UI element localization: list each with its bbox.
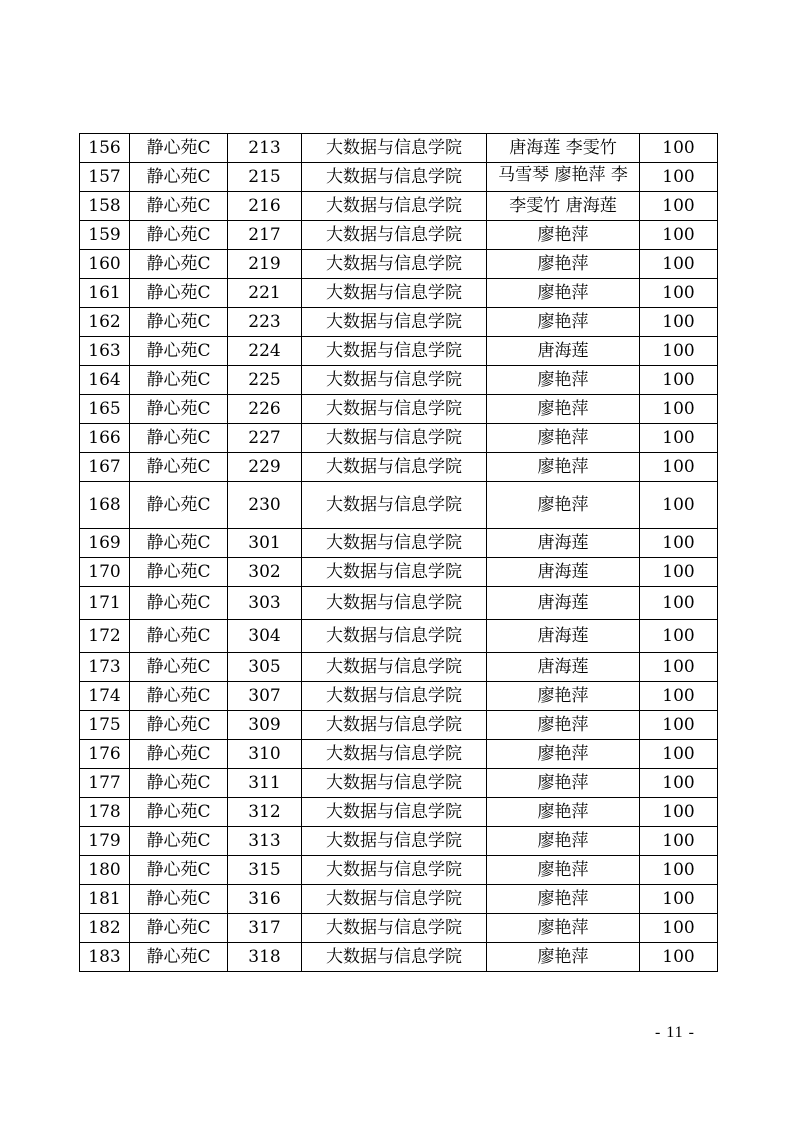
college-name: 大数据与信息学院 bbox=[302, 914, 487, 943]
table-row bbox=[80, 134, 718, 163]
staff-names: 李雯竹 唐海莲 bbox=[487, 192, 640, 221]
building-name: 静心苑C bbox=[130, 279, 228, 308]
building-name: 静心苑C bbox=[130, 653, 228, 682]
room-number: 219 bbox=[228, 250, 302, 279]
building-name: 静心苑C bbox=[130, 827, 228, 856]
staff-names: 唐海莲 bbox=[487, 587, 640, 620]
staff-names: 唐海莲 bbox=[487, 337, 640, 366]
row-number: 170 bbox=[80, 558, 130, 587]
room-number: 223 bbox=[228, 308, 302, 337]
row-number: 160 bbox=[80, 250, 130, 279]
table-row bbox=[80, 337, 718, 366]
table-row bbox=[80, 827, 718, 856]
building-name: 静心苑C bbox=[130, 711, 228, 740]
college-name: 大数据与信息学院 bbox=[302, 885, 487, 914]
row-number: 166 bbox=[80, 424, 130, 453]
score: 100 bbox=[640, 769, 718, 798]
score: 100 bbox=[640, 221, 718, 250]
room-number: 225 bbox=[228, 366, 302, 395]
row-number: 171 bbox=[80, 587, 130, 620]
building-name: 静心苑C bbox=[130, 366, 228, 395]
building-name: 静心苑C bbox=[130, 529, 228, 558]
college-name: 大数据与信息学院 bbox=[302, 250, 487, 279]
score: 100 bbox=[640, 740, 718, 769]
college-name: 大数据与信息学院 bbox=[302, 134, 487, 163]
staff-names: 唐海莲 bbox=[487, 653, 640, 682]
row-number: 159 bbox=[80, 221, 130, 250]
staff-names: 廖艳萍 bbox=[487, 798, 640, 827]
building-name: 静心苑C bbox=[130, 308, 228, 337]
row-number: 163 bbox=[80, 337, 130, 366]
row-number: 168 bbox=[80, 482, 130, 529]
college-name: 大数据与信息学院 bbox=[302, 558, 487, 587]
score: 100 bbox=[640, 279, 718, 308]
college-name: 大数据与信息学院 bbox=[302, 529, 487, 558]
row-number: 175 bbox=[80, 711, 130, 740]
score: 100 bbox=[640, 482, 718, 529]
score: 100 bbox=[640, 337, 718, 366]
building-name: 静心苑C bbox=[130, 587, 228, 620]
score: 100 bbox=[640, 914, 718, 943]
row-number: 181 bbox=[80, 885, 130, 914]
building-name: 静心苑C bbox=[130, 134, 228, 163]
college-name: 大数据与信息学院 bbox=[302, 308, 487, 337]
room-number: 311 bbox=[228, 769, 302, 798]
table-row bbox=[80, 943, 718, 972]
college-name: 大数据与信息学院 bbox=[302, 482, 487, 529]
staff-names: 廖艳萍 bbox=[487, 308, 640, 337]
table-row bbox=[80, 769, 718, 798]
room-number: 229 bbox=[228, 453, 302, 482]
room-number: 221 bbox=[228, 279, 302, 308]
row-number: 176 bbox=[80, 740, 130, 769]
building-name: 静心苑C bbox=[130, 914, 228, 943]
staff-names: 廖艳萍 bbox=[487, 682, 640, 711]
table-row bbox=[80, 856, 718, 885]
room-number: 302 bbox=[228, 558, 302, 587]
building-name: 静心苑C bbox=[130, 453, 228, 482]
room-number: 301 bbox=[228, 529, 302, 558]
room-number: 316 bbox=[228, 885, 302, 914]
staff-names: 廖艳萍 bbox=[487, 482, 640, 529]
page-number: - 11 - bbox=[654, 1024, 695, 1041]
score: 100 bbox=[640, 163, 718, 192]
row-number: 179 bbox=[80, 827, 130, 856]
table-row bbox=[80, 221, 718, 250]
table-row bbox=[80, 798, 718, 827]
row-number: 157 bbox=[80, 163, 130, 192]
row-number: 161 bbox=[80, 279, 130, 308]
staff-names: 廖艳萍 bbox=[487, 914, 640, 943]
room-number: 224 bbox=[228, 337, 302, 366]
building-name: 静心苑C bbox=[130, 337, 228, 366]
staff-names: 廖艳萍 bbox=[487, 740, 640, 769]
score: 100 bbox=[640, 885, 718, 914]
staff-names: 廖艳萍 bbox=[487, 885, 640, 914]
table-row bbox=[80, 163, 718, 192]
room-number: 304 bbox=[228, 620, 302, 653]
score: 100 bbox=[640, 424, 718, 453]
staff-names: 廖艳萍 bbox=[487, 711, 640, 740]
score: 100 bbox=[640, 711, 718, 740]
building-name: 静心苑C bbox=[130, 558, 228, 587]
score: 100 bbox=[640, 558, 718, 587]
room-number: 227 bbox=[228, 424, 302, 453]
staff-names: 唐海莲 bbox=[487, 558, 640, 587]
table-row bbox=[80, 366, 718, 395]
college-name: 大数据与信息学院 bbox=[302, 395, 487, 424]
score: 100 bbox=[640, 682, 718, 711]
college-name: 大数据与信息学院 bbox=[302, 424, 487, 453]
table-row bbox=[80, 453, 718, 482]
college-name: 大数据与信息学院 bbox=[302, 453, 487, 482]
row-number: 165 bbox=[80, 395, 130, 424]
score: 100 bbox=[640, 134, 718, 163]
college-name: 大数据与信息学院 bbox=[302, 192, 487, 221]
row-number: 183 bbox=[80, 943, 130, 972]
table-row bbox=[80, 740, 718, 769]
row-number: 164 bbox=[80, 366, 130, 395]
staff-names: 唐海莲 bbox=[487, 620, 640, 653]
building-name: 静心苑C bbox=[130, 943, 228, 972]
building-name: 静心苑C bbox=[130, 192, 228, 221]
row-number: 162 bbox=[80, 308, 130, 337]
building-name: 静心苑C bbox=[130, 798, 228, 827]
table-row bbox=[80, 250, 718, 279]
score: 100 bbox=[640, 856, 718, 885]
college-name: 大数据与信息学院 bbox=[302, 337, 487, 366]
staff-names: 廖艳萍 bbox=[487, 366, 640, 395]
staff-names: 廖艳萍 bbox=[487, 453, 640, 482]
table-row bbox=[80, 279, 718, 308]
row-number: 178 bbox=[80, 798, 130, 827]
score: 100 bbox=[640, 587, 718, 620]
building-name: 静心苑C bbox=[130, 482, 228, 529]
score: 100 bbox=[640, 395, 718, 424]
room-number: 318 bbox=[228, 943, 302, 972]
row-number: 173 bbox=[80, 653, 130, 682]
room-number: 230 bbox=[228, 482, 302, 529]
dormitory-score-table bbox=[79, 133, 718, 972]
building-name: 静心苑C bbox=[130, 250, 228, 279]
score: 100 bbox=[640, 529, 718, 558]
row-number: 158 bbox=[80, 192, 130, 221]
college-name: 大数据与信息学院 bbox=[302, 798, 487, 827]
building-name: 静心苑C bbox=[130, 395, 228, 424]
row-number: 174 bbox=[80, 682, 130, 711]
score: 100 bbox=[640, 620, 718, 653]
table-row bbox=[80, 308, 718, 337]
score: 100 bbox=[640, 827, 718, 856]
staff-names: 唐海莲 李雯竹 bbox=[487, 134, 640, 163]
college-name: 大数据与信息学院 bbox=[302, 221, 487, 250]
staff-names: 廖艳萍 bbox=[487, 424, 640, 453]
staff-names: 马雪琴 廖艳萍 李 bbox=[498, 165, 628, 185]
row-number: 180 bbox=[80, 856, 130, 885]
room-number: 309 bbox=[228, 711, 302, 740]
college-name: 大数据与信息学院 bbox=[302, 366, 487, 395]
staff-names: 廖艳萍 bbox=[487, 769, 640, 798]
row-number: 156 bbox=[80, 134, 130, 163]
college-name: 大数据与信息学院 bbox=[302, 711, 487, 740]
staff-names: 廖艳萍 bbox=[487, 827, 640, 856]
room-number: 312 bbox=[228, 798, 302, 827]
table-row bbox=[80, 558, 718, 587]
room-number: 217 bbox=[228, 221, 302, 250]
table-row bbox=[80, 914, 718, 943]
score: 100 bbox=[640, 192, 718, 221]
building-name: 静心苑C bbox=[130, 163, 228, 192]
college-name: 大数据与信息学院 bbox=[302, 769, 487, 798]
table-row bbox=[80, 587, 718, 620]
college-name: 大数据与信息学院 bbox=[302, 620, 487, 653]
building-name: 静心苑C bbox=[130, 620, 228, 653]
building-name: 静心苑C bbox=[130, 740, 228, 769]
table-row bbox=[80, 711, 718, 740]
room-number: 315 bbox=[228, 856, 302, 885]
staff-names: 廖艳萍 bbox=[487, 395, 640, 424]
staff-names: 廖艳萍 bbox=[487, 943, 640, 972]
score: 100 bbox=[640, 943, 718, 972]
college-name: 大数据与信息学院 bbox=[302, 943, 487, 972]
college-name: 大数据与信息学院 bbox=[302, 740, 487, 769]
score: 100 bbox=[640, 308, 718, 337]
staff-names: 廖艳萍 bbox=[487, 250, 640, 279]
building-name: 静心苑C bbox=[130, 221, 228, 250]
table-row bbox=[80, 620, 718, 653]
college-name: 大数据与信息学院 bbox=[302, 279, 487, 308]
table-row bbox=[80, 682, 718, 711]
score: 100 bbox=[640, 366, 718, 395]
table-row bbox=[80, 424, 718, 453]
table-row bbox=[80, 395, 718, 424]
staff-names: 廖艳萍 bbox=[487, 856, 640, 885]
college-name: 大数据与信息学院 bbox=[302, 587, 487, 620]
college-name: 大数据与信息学院 bbox=[302, 827, 487, 856]
building-name: 静心苑C bbox=[130, 682, 228, 711]
building-name: 静心苑C bbox=[130, 885, 228, 914]
college-name: 大数据与信息学院 bbox=[302, 653, 487, 682]
row-number: 169 bbox=[80, 529, 130, 558]
room-number: 317 bbox=[228, 914, 302, 943]
room-number: 310 bbox=[228, 740, 302, 769]
score: 100 bbox=[640, 653, 718, 682]
room-number: 215 bbox=[228, 163, 302, 192]
room-number: 313 bbox=[228, 827, 302, 856]
room-number: 213 bbox=[228, 134, 302, 163]
table-row bbox=[80, 192, 718, 221]
table-row bbox=[80, 653, 718, 682]
college-name: 大数据与信息学院 bbox=[302, 163, 487, 192]
building-name: 静心苑C bbox=[130, 769, 228, 798]
staff-names: 唐海莲 bbox=[487, 529, 640, 558]
building-name: 静心苑C bbox=[130, 424, 228, 453]
score: 100 bbox=[640, 453, 718, 482]
room-number: 303 bbox=[228, 587, 302, 620]
row-number: 167 bbox=[80, 453, 130, 482]
staff-names: 廖艳萍 bbox=[487, 279, 640, 308]
row-number: 172 bbox=[80, 620, 130, 653]
score: 100 bbox=[640, 798, 718, 827]
building-name: 静心苑C bbox=[130, 856, 228, 885]
table-row bbox=[80, 885, 718, 914]
college-name: 大数据与信息学院 bbox=[302, 856, 487, 885]
college-name: 大数据与信息学院 bbox=[302, 682, 487, 711]
staff-names: 廖艳萍 bbox=[487, 221, 640, 250]
room-number: 216 bbox=[228, 192, 302, 221]
row-number: 182 bbox=[80, 914, 130, 943]
table-body bbox=[80, 134, 718, 972]
room-number: 307 bbox=[228, 682, 302, 711]
staff-names-cell bbox=[487, 163, 640, 192]
table-row bbox=[80, 529, 718, 558]
score: 100 bbox=[640, 250, 718, 279]
room-number: 305 bbox=[228, 653, 302, 682]
table-row bbox=[80, 482, 718, 529]
row-number: 177 bbox=[80, 769, 130, 798]
room-number: 226 bbox=[228, 395, 302, 424]
